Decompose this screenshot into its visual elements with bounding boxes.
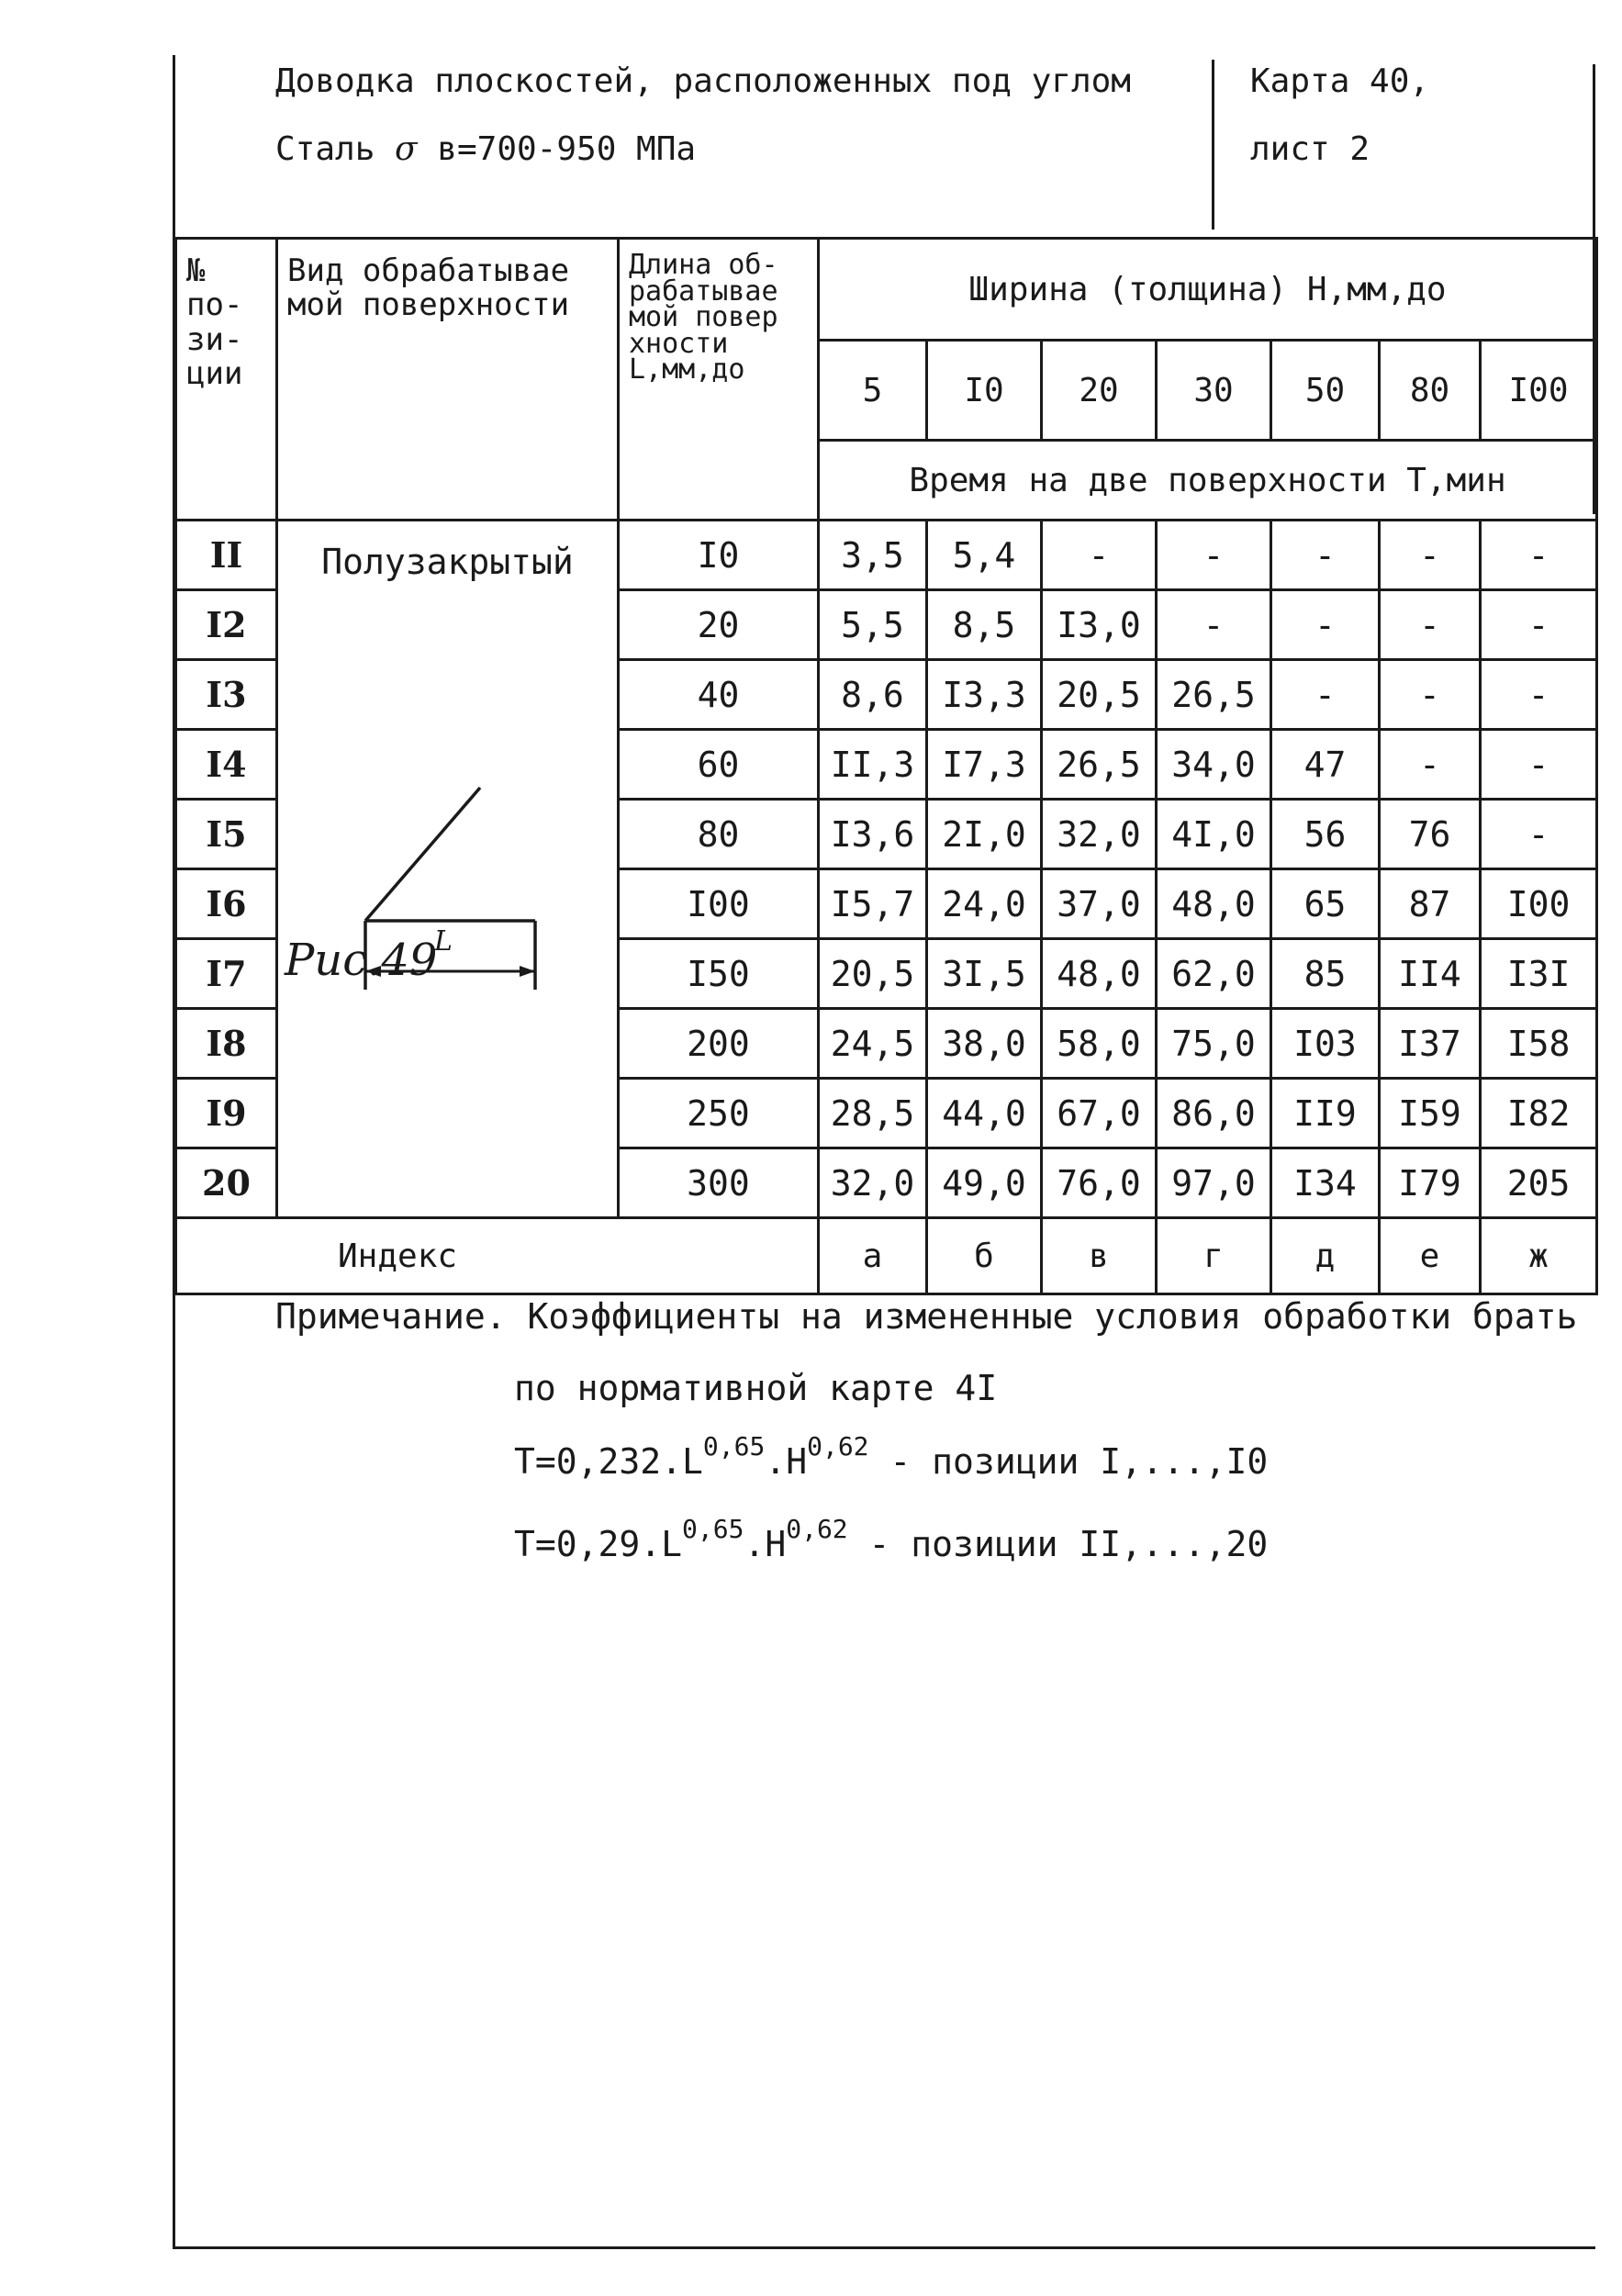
formula-2-exp-l: 0,65: [682, 1514, 744, 1544]
time-value-cell: 2I,0: [927, 800, 1042, 869]
position-cell: I7: [176, 939, 277, 1009]
time-value-cell: -: [1271, 521, 1380, 590]
time-value-cell: 67,0: [1042, 1079, 1157, 1148]
time-value-cell: 205: [1481, 1148, 1597, 1218]
length-cell: 40: [619, 660, 819, 730]
position-cell: I5: [176, 800, 277, 869]
time-value-cell: 44,0: [927, 1079, 1042, 1148]
time-value-cell: -: [1380, 590, 1481, 660]
dimension-label: L: [434, 925, 453, 958]
time-value-cell: I5,7: [819, 869, 927, 939]
time-value-cell: 26,5: [1042, 730, 1157, 800]
position-cell: I2: [176, 590, 277, 660]
material-spec: [275, 130, 696, 168]
col-header-width: Ширина (толщина) H,мм,до: [819, 239, 1597, 341]
time-value-cell: I3,3: [927, 660, 1042, 730]
header-divider: [1212, 60, 1214, 230]
time-value-cell: II4: [1380, 939, 1481, 1009]
time-value-cell: 38,0: [927, 1009, 1042, 1079]
formula-1-mid: .H: [765, 1441, 808, 1482]
time-value-cell: 75,0: [1157, 1009, 1271, 1079]
time-value-cell: I3,0: [1042, 590, 1157, 660]
width-header-cell: 20: [1042, 341, 1157, 441]
formula-1: [514, 1431, 1269, 1482]
time-value-cell: 3,5: [819, 521, 927, 590]
time-value-cell: I79: [1380, 1148, 1481, 1218]
time-value-cell: -: [1481, 730, 1597, 800]
time-value-cell: -: [1042, 521, 1157, 590]
length-cell: 300: [619, 1148, 819, 1218]
index-cell: а: [819, 1218, 927, 1294]
time-value-cell: -: [1380, 521, 1481, 590]
time-value-cell: I3I: [1481, 939, 1597, 1009]
time-value-cell: -: [1481, 660, 1597, 730]
time-value-cell: 4I,0: [1157, 800, 1271, 869]
length-cell: 80: [619, 800, 819, 869]
time-value-cell: I34: [1271, 1148, 1380, 1218]
length-cell: 200: [619, 1009, 819, 1079]
time-value-cell: I03: [1271, 1009, 1380, 1079]
length-cell: 60: [619, 730, 819, 800]
material-prefix: Сталь: [275, 130, 396, 168]
time-value-cell: I37: [1380, 1009, 1481, 1079]
time-value-cell: 8,6: [819, 660, 927, 730]
time-value-cell: I82: [1481, 1079, 1597, 1148]
note-line-2: по нормативной карте 4I: [514, 1368, 998, 1408]
index-cell: д: [1271, 1218, 1380, 1294]
position-cell: I8: [176, 1009, 277, 1079]
time-value-cell: 87: [1380, 869, 1481, 939]
formula-1-exp-h: 0,62: [807, 1431, 869, 1462]
length-cell: I0: [619, 521, 819, 590]
surface-kind-cell: [277, 521, 619, 1218]
time-value-cell: 76: [1380, 800, 1481, 869]
col-header-position: № по- зи- ции: [176, 239, 277, 521]
time-value-cell: 32,0: [1042, 800, 1157, 869]
formula-2-mid: .H: [744, 1524, 787, 1564]
time-value-cell: 49,0: [927, 1148, 1042, 1218]
time-value-cell: 62,0: [1157, 939, 1271, 1009]
time-value-cell: 86,0: [1157, 1079, 1271, 1148]
index-cell: е: [1380, 1218, 1481, 1294]
time-value-cell: -: [1481, 800, 1597, 869]
time-value-cell: II9: [1271, 1079, 1380, 1148]
time-value-cell: I58: [1481, 1009, 1597, 1079]
formula-2-base: T=0,29.L: [514, 1524, 683, 1564]
time-value-cell: II,3: [819, 730, 927, 800]
time-value-cell: 20,5: [1042, 660, 1157, 730]
time-value-cell: 85: [1271, 939, 1380, 1009]
time-value-cell: 76,0: [1042, 1148, 1157, 1218]
position-cell: I9: [176, 1079, 277, 1148]
index-cell: ж: [1481, 1218, 1597, 1294]
time-value-cell: 34,0: [1157, 730, 1271, 800]
formula-2-exp-h: 0,62: [786, 1514, 848, 1544]
length-cell: I50: [619, 939, 819, 1009]
length-cell: 250: [619, 1079, 819, 1148]
surface-type-label: Полузакрытый: [321, 542, 574, 582]
time-value-cell: -: [1481, 521, 1597, 590]
position-cell: I3: [176, 660, 277, 730]
time-value-cell: 37,0: [1042, 869, 1157, 939]
time-value-cell: -: [1271, 590, 1380, 660]
time-norms-table: [174, 237, 1598, 1295]
time-value-cell: 3I,5: [927, 939, 1042, 1009]
length-cell: I00: [619, 869, 819, 939]
figure-caption: Рис.49: [285, 935, 438, 986]
time-value-cell: 56: [1271, 800, 1380, 869]
width-header-cell: 50: [1271, 341, 1380, 441]
col-header-time: Время на две поверхности Т,мин: [819, 441, 1597, 521]
time-value-cell: I00: [1481, 869, 1597, 939]
formula-1-positions: - позиции I,...,I0: [868, 1441, 1269, 1482]
time-value-cell: -: [1380, 730, 1481, 800]
time-value-cell: 20,5: [819, 939, 927, 1009]
time-value-cell: -: [1481, 590, 1597, 660]
length-cell: 20: [619, 590, 819, 660]
width-header-cell: 80: [1380, 341, 1481, 441]
card-number: Карта 40,: [1250, 62, 1430, 100]
time-value-cell: 97,0: [1157, 1148, 1271, 1218]
col-header-length: Длина об- рабатывае мой повер хности L,мм,до: [619, 239, 819, 521]
time-value-cell: I59: [1380, 1079, 1481, 1148]
index-cell: в: [1042, 1218, 1157, 1294]
position-cell: II: [176, 521, 277, 590]
time-value-cell: I7,3: [927, 730, 1042, 800]
width-header-cell: 30: [1157, 341, 1271, 441]
time-value-cell: 26,5: [1157, 660, 1271, 730]
frame-bottom-border: [174, 2246, 1595, 2249]
position-cell: I4: [176, 730, 277, 800]
time-value-cell: 48,0: [1157, 869, 1271, 939]
time-value-cell: 24,0: [927, 869, 1042, 939]
time-value-cell: -: [1271, 660, 1380, 730]
time-value-cell: 5,5: [819, 590, 927, 660]
time-value-cell: 65: [1271, 869, 1380, 939]
note-line-1: Примечание. Коэффициенты на измененные условия обработки брать: [275, 1296, 1578, 1337]
time-value-cell: 24,5: [819, 1009, 927, 1079]
time-value-cell: 47: [1271, 730, 1380, 800]
formula-2: [514, 1514, 1269, 1564]
index-cell: б: [927, 1218, 1042, 1294]
formula-1-exp-l: 0,65: [702, 1431, 766, 1462]
time-value-cell: 58,0: [1042, 1009, 1157, 1079]
formula-2-positions: - позиции II,...,20: [847, 1524, 1269, 1564]
time-value-cell: 32,0: [819, 1148, 927, 1218]
time-value-cell: 8,5: [927, 590, 1042, 660]
col-header-surface-kind: Вид обрабатывае мой поверхности: [277, 239, 619, 521]
time-value-cell: -: [1157, 521, 1271, 590]
sigma-symbol: σ: [395, 130, 418, 168]
time-value-cell: -: [1380, 660, 1481, 730]
time-value-cell: 28,5: [819, 1079, 927, 1148]
table-row: [176, 521, 1597, 590]
width-header-cell: I00: [1481, 341, 1597, 441]
width-header-cell: I0: [927, 341, 1042, 441]
time-value-cell: I3,6: [819, 800, 927, 869]
material-rest: в=700-950 МПа: [417, 130, 697, 168]
position-cell: I6: [176, 869, 277, 939]
index-cell: г: [1157, 1218, 1271, 1294]
time-value-cell: 5,4: [927, 521, 1042, 590]
page-title: Доводка плоскостей, расположенных под углом: [275, 62, 1131, 100]
formula-1-base: T=0,232.L: [514, 1441, 703, 1482]
time-value-cell: 48,0: [1042, 939, 1157, 1009]
time-value-cell: -: [1157, 590, 1271, 660]
index-label: Индекс: [176, 1218, 819, 1294]
width-header-cell: 5: [819, 341, 927, 441]
position-cell: 20: [176, 1148, 277, 1218]
sheet-number: лист 2: [1250, 130, 1370, 168]
